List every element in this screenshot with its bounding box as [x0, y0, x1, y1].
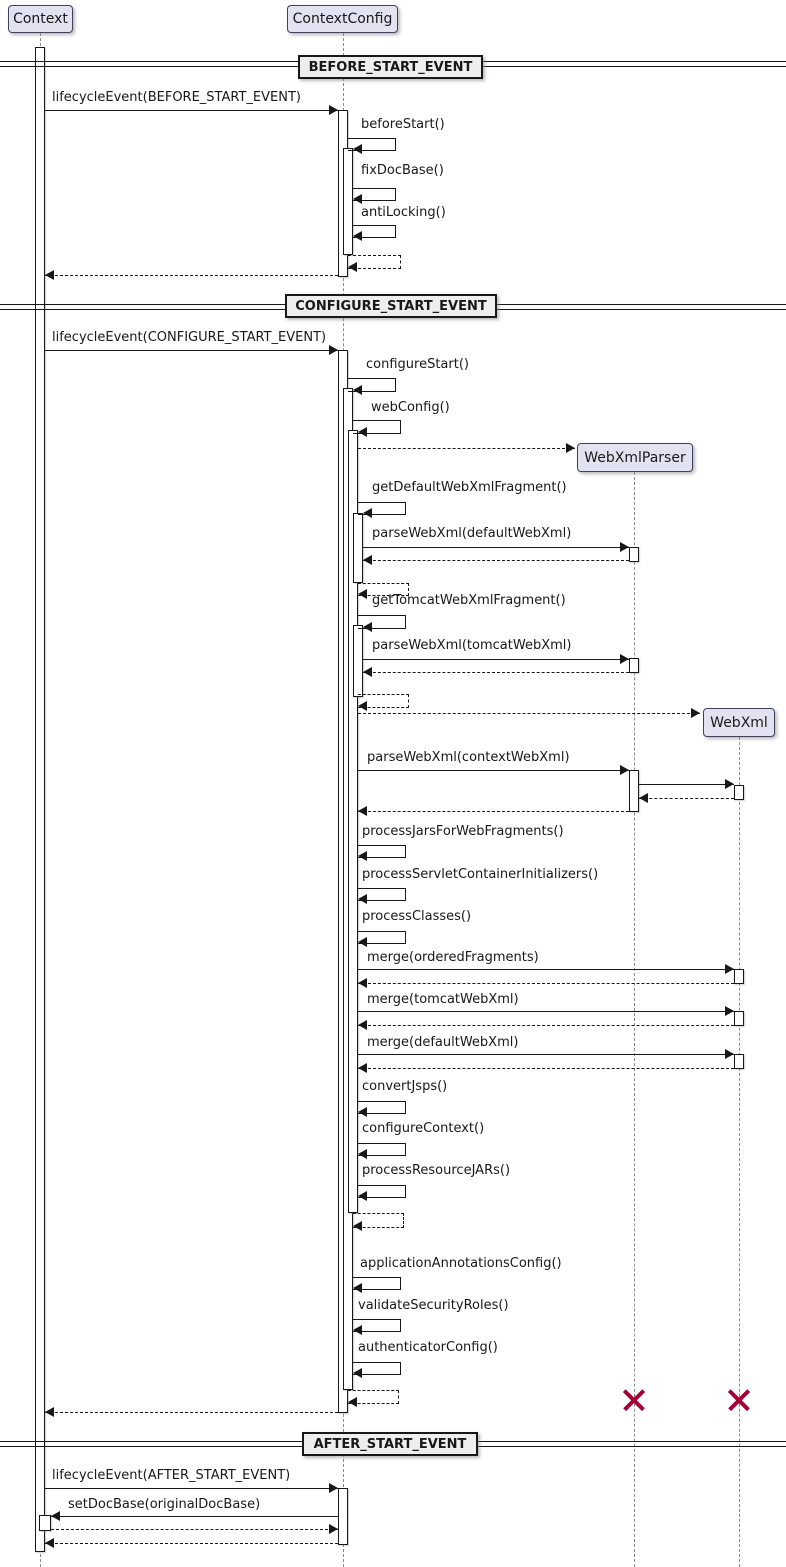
lifeline-webxml — [739, 737, 740, 1567]
arrowhead-left-icon — [353, 1368, 362, 1378]
message-label: getTomcatWebXmlFragment() — [372, 593, 566, 608]
arrowhead-right-icon — [620, 542, 629, 552]
arrowhead-left-icon — [358, 978, 367, 988]
return-line — [639, 798, 734, 799]
create-line — [358, 713, 700, 714]
arrowhead-right-icon — [725, 1049, 734, 1059]
arrowhead-left-icon — [45, 1407, 54, 1417]
message-line — [639, 784, 734, 785]
activation-bar — [343, 148, 353, 255]
activation-bar — [629, 770, 639, 812]
arrowhead-left-icon — [358, 851, 367, 861]
message-line — [363, 659, 629, 660]
message-label: lifecycleEvent(AFTER_START_EVENT) — [52, 1468, 291, 1483]
message-label: fixDocBase() — [361, 163, 444, 178]
arrowhead-left-icon — [358, 1149, 367, 1159]
arrowhead-left-icon — [51, 1511, 60, 1521]
message-label: merge(orderedFragments) — [367, 950, 539, 965]
create-line — [358, 448, 575, 449]
arrowhead-left-icon — [353, 144, 362, 154]
arrowhead-right-icon — [329, 105, 338, 115]
arrowhead-left-icon — [358, 806, 367, 816]
arrowhead-left-icon — [639, 793, 648, 803]
participant-webxmlparser — [577, 443, 693, 472]
arrowhead-left-icon — [363, 555, 372, 565]
message-line — [51, 1516, 338, 1517]
arrowhead-right-icon — [329, 1483, 338, 1493]
divider-label: BEFORE_START_EVENT — [308, 59, 473, 75]
arrowhead-left-icon — [358, 701, 367, 711]
arrowhead-left-icon — [353, 1325, 362, 1335]
divider-after-start-event — [302, 1432, 478, 1456]
return-line — [358, 1068, 734, 1069]
activation-bar — [734, 969, 744, 984]
participant-webxml — [703, 708, 775, 737]
message-label: configureStart() — [366, 357, 469, 372]
activation-bar — [734, 785, 744, 800]
activation-bar — [35, 47, 45, 1552]
participant-label: ContextConfig — [292, 11, 393, 27]
return-line — [358, 983, 734, 984]
arrowhead-left-icon — [348, 1397, 357, 1407]
destroy-x-icon — [622, 1388, 646, 1412]
message-line — [45, 350, 338, 351]
return-line — [358, 1025, 734, 1026]
activation-bar — [629, 658, 639, 673]
message-label: webConfig() — [371, 400, 450, 415]
return-line — [363, 560, 629, 561]
arrowhead-right-icon — [566, 443, 575, 453]
message-line — [358, 770, 629, 771]
message-label: merge(tomcatWebXml) — [367, 992, 519, 1007]
activation-bar — [734, 1011, 744, 1026]
arrowhead-left-icon — [353, 385, 362, 395]
message-label: processClasses() — [362, 909, 472, 924]
activation-bar — [338, 1488, 348, 1545]
arrowhead-right-icon — [329, 1524, 338, 1534]
arrowhead-right-icon — [691, 708, 700, 718]
arrowhead-left-icon — [45, 270, 54, 280]
arrowhead-left-icon — [363, 667, 372, 677]
message-label: lifecycleEvent(CONFIGURE_START_EVENT) — [52, 330, 327, 345]
message-label: processResourceJARs() — [362, 1163, 511, 1178]
message-label: setDocBase(originalDocBase) — [68, 1497, 261, 1512]
return-line — [45, 1412, 338, 1413]
arrowhead-left-icon — [358, 427, 367, 437]
arrowhead-right-icon — [725, 779, 734, 789]
arrowhead-left-icon — [348, 262, 357, 272]
return-line — [358, 811, 629, 812]
participant-label: WebXml — [710, 714, 768, 731]
activation-bar — [353, 625, 363, 697]
participant-label: WebXmlParser — [584, 449, 686, 466]
arrowhead-left-icon — [45, 1538, 54, 1548]
divider-configure-start-event — [285, 294, 497, 318]
arrowhead-left-icon — [353, 1283, 362, 1293]
message-label: parseWebXml(defaultWebXml) — [372, 526, 572, 541]
message-line — [358, 1011, 734, 1012]
message-label: lifecycleEvent(BEFORE_START_EVENT) — [52, 90, 301, 105]
arrowhead-right-icon — [329, 345, 338, 355]
message-label: convertJsps() — [362, 1079, 448, 1094]
message-label: processServletContainerInitializers() — [362, 867, 599, 882]
arrowhead-right-icon — [725, 964, 734, 974]
return-line — [45, 1543, 338, 1544]
return-line — [363, 672, 629, 673]
divider-label: CONFIGURE_START_EVENT — [295, 298, 487, 314]
destroy-x-icon — [727, 1388, 751, 1412]
message-label: processJarsForWebFragments() — [362, 824, 564, 839]
message-line — [45, 1488, 338, 1489]
arrowhead-left-icon — [358, 1020, 367, 1030]
message-label: authenticatorConfig() — [358, 1340, 498, 1355]
return-line — [45, 275, 338, 276]
arrowhead-left-icon — [358, 1107, 367, 1117]
message-label: validateSecurityRoles() — [358, 1298, 509, 1313]
participant-context — [8, 5, 73, 33]
message-label: configureContext() — [362, 1121, 485, 1136]
arrowhead-left-icon — [363, 508, 372, 518]
activation-bar — [353, 513, 363, 583]
message-label: parseWebXml(tomcatWebXml) — [372, 638, 572, 653]
arrowhead-left-icon — [358, 1191, 367, 1201]
arrowhead-left-icon — [353, 231, 362, 241]
divider-label: AFTER_START_EVENT — [313, 1436, 467, 1452]
divider-before-start-event — [298, 55, 483, 79]
participant-contextconfig — [287, 5, 398, 33]
message-line — [363, 547, 629, 548]
arrowhead-left-icon — [358, 937, 367, 947]
message-label: beforeStart() — [361, 117, 445, 132]
arrowhead-left-icon — [363, 622, 372, 632]
arrowhead-right-icon — [725, 1006, 734, 1016]
message-label: merge(defaultWebXml) — [367, 1035, 519, 1050]
message-line — [45, 110, 338, 111]
message-line — [358, 1054, 734, 1055]
return-line — [51, 1529, 338, 1530]
message-label: applicationAnnotationsConfig() — [360, 1256, 562, 1271]
activation-bar — [734, 1054, 744, 1069]
arrowhead-right-icon — [620, 765, 629, 775]
activation-bar — [629, 547, 639, 562]
message-label: parseWebXml(contextWebXml) — [367, 750, 570, 765]
arrowhead-left-icon — [358, 1063, 367, 1073]
activation-bar — [39, 1515, 51, 1531]
participant-label: Context — [13, 11, 68, 27]
message-label: getDefaultWebXmlFragment() — [372, 480, 567, 495]
message-label: antiLocking() — [361, 205, 446, 220]
arrowhead-right-icon — [620, 654, 629, 664]
arrowhead-left-icon — [353, 194, 362, 204]
arrowhead-left-icon — [358, 589, 367, 599]
arrowhead-left-icon — [358, 894, 367, 904]
arrowhead-left-icon — [353, 1221, 362, 1231]
message-line — [358, 969, 734, 970]
